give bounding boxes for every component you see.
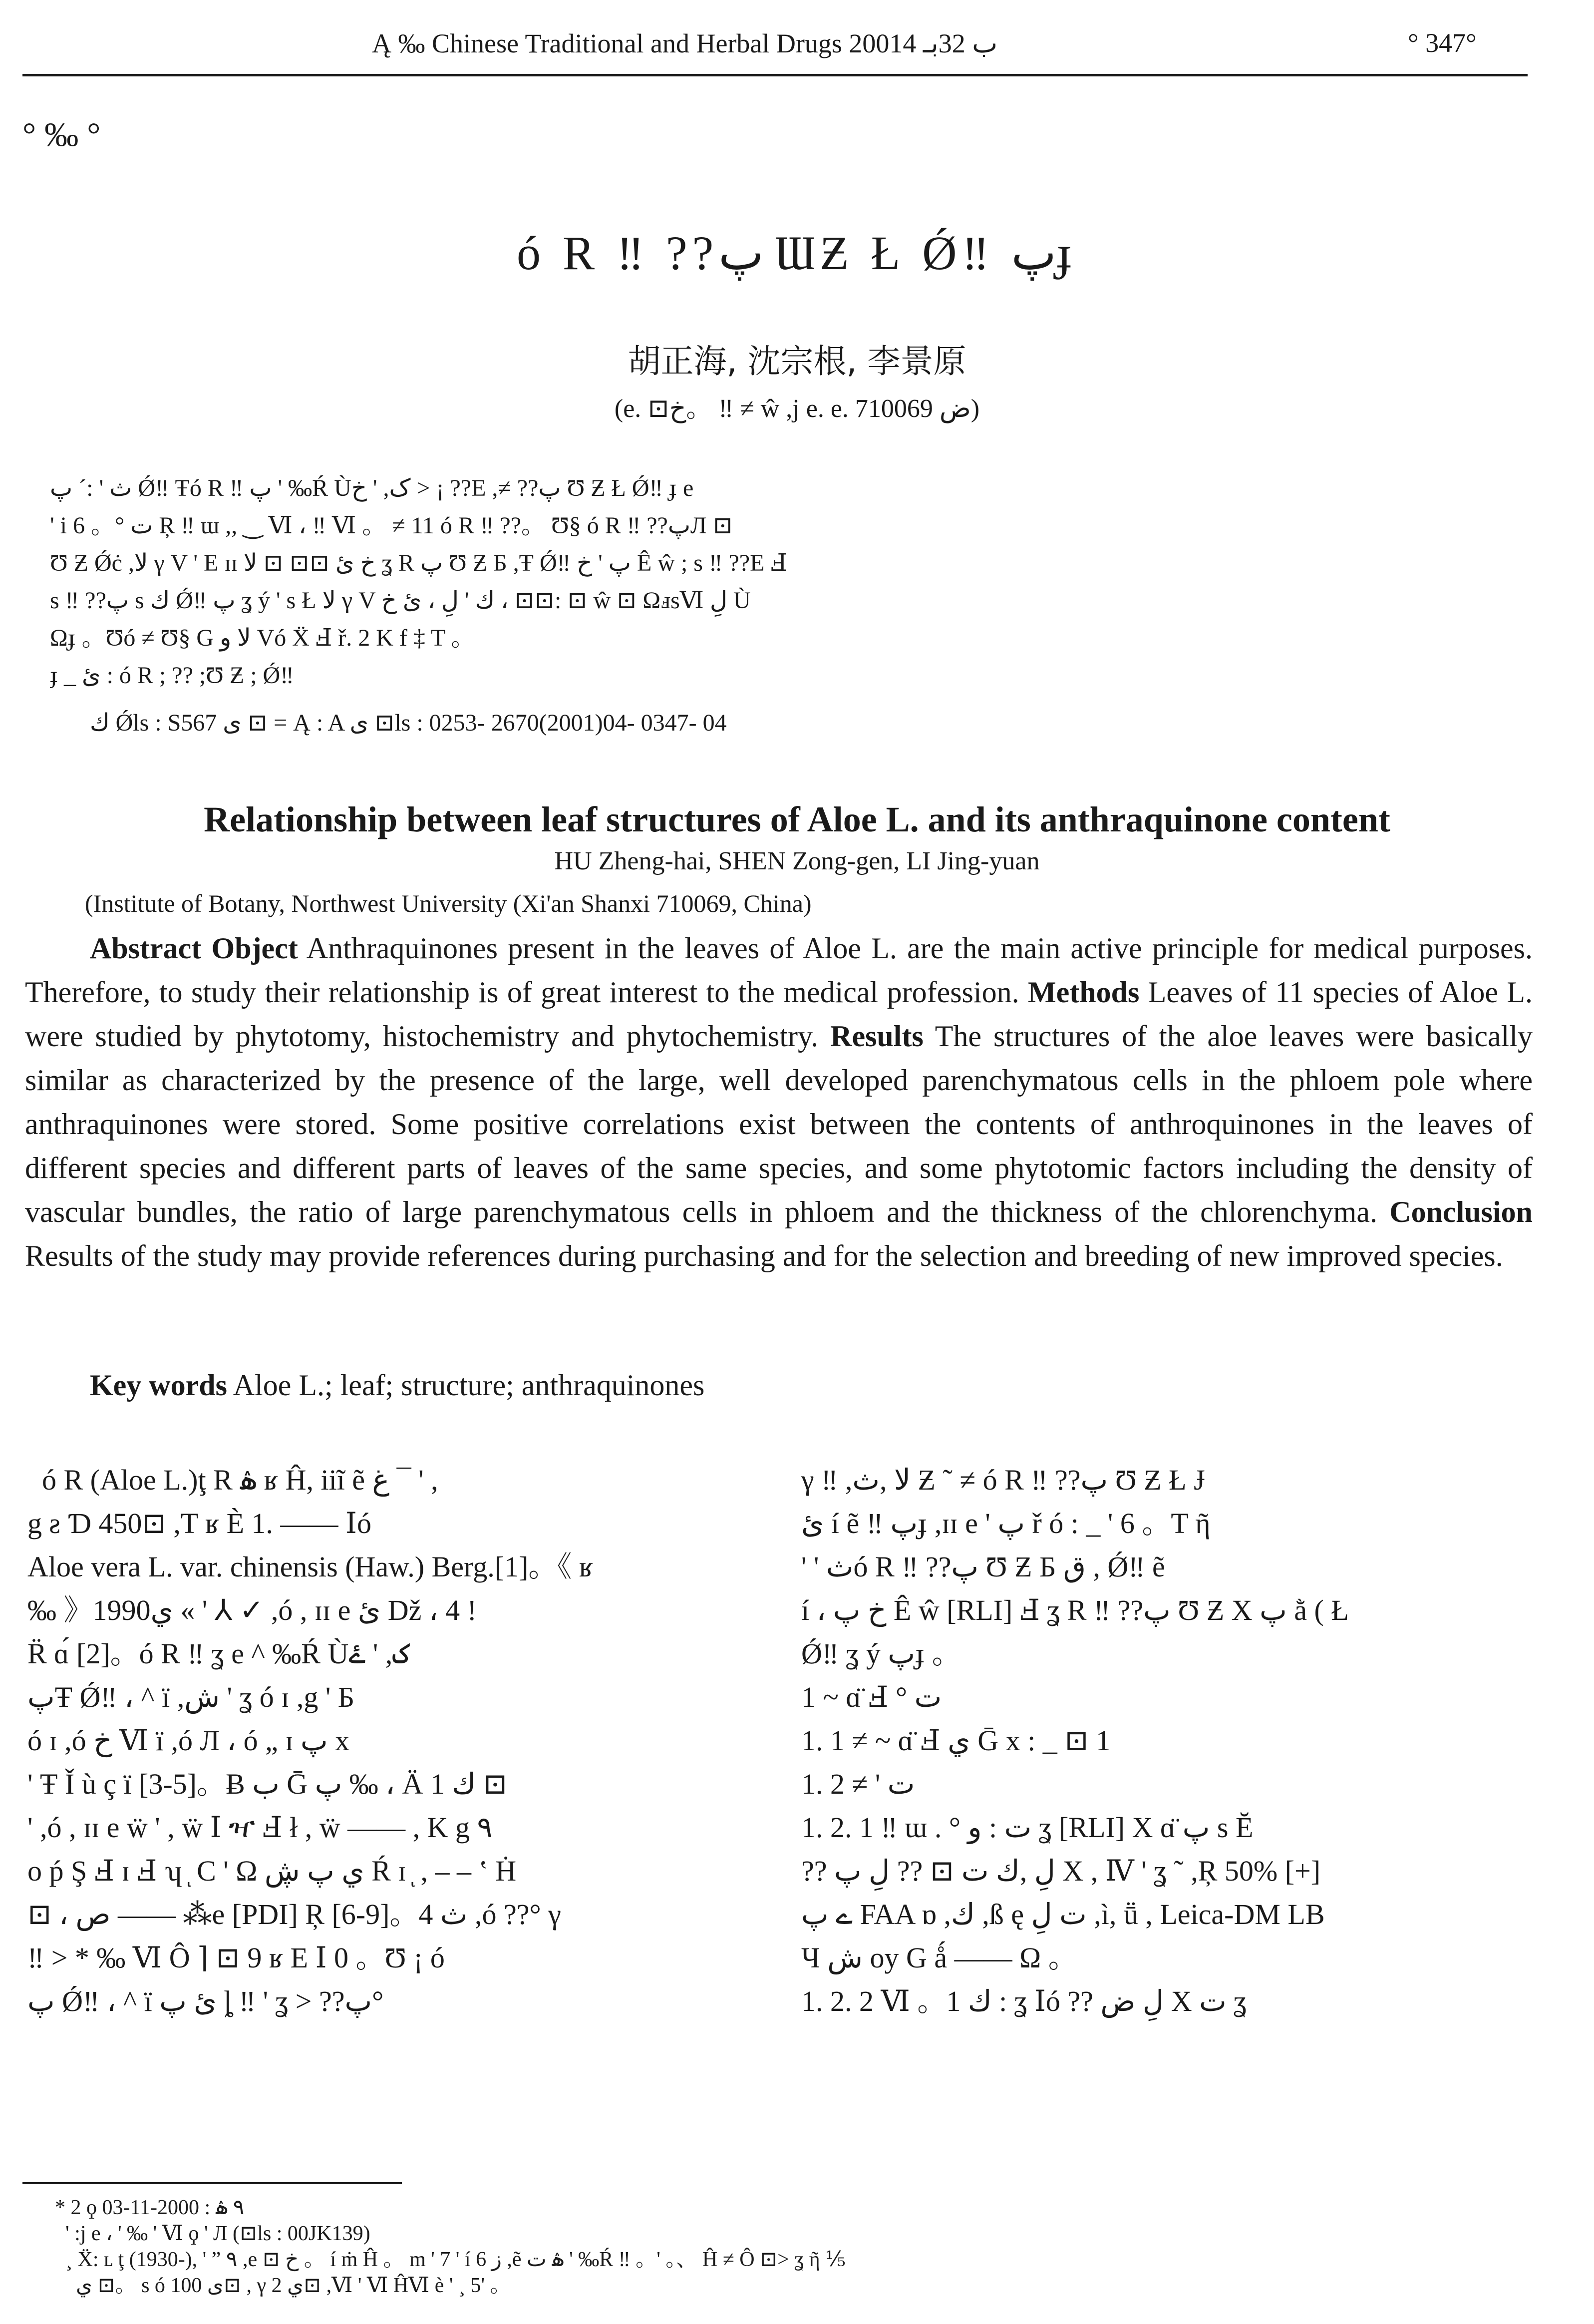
body-line: ' ,ó , ɪɪ e ẅ ' , ẅ Ⅰ ዣ Ⅎ ł , ẅ —— , K g ٩ bbox=[27, 1811, 493, 1844]
cn-classification-line: ك Ǿls : S567 ى ⊡ = Ą : A ى ⊡ls : 0253- 2670(2001)04- 0347- 04 bbox=[90, 710, 727, 736]
footnote-line: ي ⊡。 s ó ى 100⊡ , γ ي 2⊡ ,Ⅵ ' Ⅵ ĤⅥ è ' ¸ 5' 。 bbox=[55, 2274, 511, 2297]
body-line: ‰ 》1990ي « ' ⅄ ✓ ,ó , ɪɪ e ئ Dž ، 4 ! bbox=[27, 1594, 477, 1626]
en-affiliation: (Institute of Botany, Northwest University (Xi'an Shanxi 710069, China) bbox=[85, 889, 812, 917]
keywords-label: Key words bbox=[90, 1369, 227, 1402]
body-line: ó R (Aloe L.)ţ R ۿ ʁ Ĥ, iiĩ ẽ غ ¯ ' , bbox=[27, 1464, 438, 1496]
body-line: ‼ > * ‰ Ⅵ Ô ⌉ ⊡ 9 ʁ E Ⅰ 0 。Ʊ ¡ ó bbox=[27, 1941, 445, 1974]
footnote-line: ¸ Ẍ: ʟ ţ (1930-), ' ” ٩ ,e ⊡ خ 。 í ṁ Ĥ 。 m ' 7 ' í ز 6 ,ẽ ۿ ت ' ‰Ŕ ‼ 。' 。、 Ĥ ≠ Ô ⊡> ʓ ῆ ⅕ bbox=[55, 2248, 846, 2271]
body-line: ⊡ ، ص —— ⁂e [PDI] Ŗ [6-9]。4 ث ,ó ??° γ bbox=[27, 1898, 561, 1931]
cn-abstract-line: ث ' :´ پ Ǿ‼ Ŧó R ‼ پ ' ‰Ŕ Ùک, ' خ > ¡ ??E ,≠ ??پ Ʊ Ƶ Ł Ǿ‼ ɟ e bbox=[50, 475, 694, 501]
body-line: ' Ŧ Ǐ ù ç ï [3-5]。Ƀ ب Ḡ پ ‰ ، Ä 1 ك ⊡ bbox=[27, 1768, 508, 1800]
abstract-object-paragraph bbox=[25, 926, 1533, 1278]
body-line: ئ í ẽ ‼ پɟ ,ɪɪ e ' پ ř ó : _ ' 6 。T ῆ bbox=[801, 1507, 1211, 1540]
cn-title: ó R ‼ ??پ ƜƵ Ł Ǿ‼ پɟ bbox=[517, 226, 1077, 280]
body-line: ó ɪ ,ó خ Ⅵ ï ,ó Л ، ó „ ɪ پ x bbox=[27, 1724, 350, 1757]
methods-text: Leaves of 11 species of Aloe L. were studied by phytotomy, histochemistry and phytochemistry. bbox=[25, 976, 1533, 1053]
cn-abstract-line: Ʊ Ƶ Ǿċ ,لا γ V ' E ɪɪ خ ئ ⊡⊡ ⊡ لا ʓ R پ Ʊ Ƶ Б ,Ŧ Ǿ‼ پ ' خ Ê ŵ ; s ‼ ??E Ⅎ bbox=[50, 550, 787, 576]
body-line: γ ‼ ,لا ,ث Ƶ ˜ ≠ ó R ‼ ??پ Ʊ Ƶ Ł Ɉ bbox=[801, 1464, 1205, 1496]
right-column bbox=[801, 1458, 1540, 2023]
page-number: ° 347° bbox=[1408, 28, 1477, 58]
subsection-heading: 1. 1 ≠ ~ ɑ̈ Ⅎ ي Ḡ x : _ ⊡ 1 bbox=[801, 1724, 1111, 1757]
en-abstract bbox=[25, 926, 1533, 1278]
body-line: í ، خ پ Ê ŵ [RLI] Ⅎ ʓ R ‼ ??پ Ʊ Ƶ Χ پ ằ ( Ł bbox=[801, 1594, 1349, 1626]
keywords bbox=[90, 1368, 704, 1403]
body-line: ?? لِ ,ك ت ⊡ ?? لِ پ Χ , Ⅳ ' ʓ ˜ ,Ŗ 50% [+] bbox=[801, 1855, 1321, 1887]
body-line: Ч ش oy G ǻ —— Ω 。 bbox=[801, 1941, 1077, 1974]
body-line: Ǿ‼ ʓ ý پɟ 。 bbox=[801, 1637, 961, 1670]
cn-abstract-line: ' i 6 。° ت Ŗ ‼ ɯ ,, ‿ Ⅵ ، ‼ Ⅵ 。 ≠ 11 ó R ‼ ??。 Ʊ§ ó R ‼ ??پЛ ⊡ bbox=[50, 512, 733, 539]
methods-label: Methods bbox=[1027, 976, 1140, 1009]
en-authors: HU Zheng-hai, SHEN Zong-gen, LI Jing-yuan bbox=[554, 847, 1040, 875]
keywords-text: Aloe L.; leaf; structure; anthraquinones bbox=[233, 1369, 705, 1402]
object-label: Object bbox=[211, 932, 298, 965]
footnote-line: * 2 ϙ ٩ ۿ : 2000-11-03 bbox=[55, 2196, 245, 2219]
body-line: پ Ǿ‼ ، ^ ï ئ پ ȴ ‼ ' ʓ > ??پ° bbox=[27, 1985, 384, 2017]
cn-abstract-line: s ‼ ??پ s ك Ǿ‼ پ ʓ ý ' s Ł لا γ V ك ' لِ ، ئ خ ، ⊡⊡: ⊡ ŵ ⊡ ΩⅎsⅥ لِ Ù bbox=[50, 587, 751, 614]
abstract-label: Abstract bbox=[90, 932, 202, 965]
body-line: Aloe vera L. var. chinensis (Haw.) Berg.[1]。《 ʁ bbox=[27, 1550, 594, 1583]
section-heading: 1 ~ ɑ̈ Ⅎ ° ت bbox=[801, 1681, 942, 1713]
body-line: o ṕ Ş Ⅎ ɪ Ⅎ ʮ ͅ C ' Ω ي پ ڜ Ŕ ɪ ͅ , ‒ ‒ ʽ Ḣ bbox=[27, 1855, 517, 1887]
footnotes bbox=[55, 2195, 1503, 2299]
object-text: Anthraquinones present in the leaves of Aloe L. are the main active principle for medical purposes. Therefore, to study their relationship is of great interest to the medical profession. bbox=[25, 932, 1533, 1009]
cn-keywords-line: ɟ _ ئ : ó R ; ?? ;Ʊ Ƶ ; Ǿ‼ bbox=[50, 662, 294, 689]
running-header: Ą ‰ Chinese Traditional and Herbal Drugs 2001ب 32بـ 4 bbox=[372, 28, 998, 58]
cn-authors: 胡正海, 沈宗根, 李景原 bbox=[628, 342, 966, 381]
results-label: Results bbox=[830, 1020, 924, 1053]
conclusion-text: Results of the study may provide references during purchasing and for the selection and breeding of new improved species. bbox=[25, 1239, 1503, 1272]
body-line: R̈ ɑ́ [2]。ó R ‼ ʓ e ^ ‰Ŕ Ùک, ' ۓ bbox=[27, 1637, 410, 1670]
conclusion-label: Conclusion bbox=[1389, 1195, 1533, 1228]
body-line: g ƨ Ɗ 450⊡ ,T ʁ È 1. —— Ⅰó bbox=[27, 1507, 371, 1540]
en-title: Relationship between leaf structures of Aloe L. and its anthraquinone content bbox=[204, 799, 1390, 839]
section-mark: ° ‰ ° bbox=[22, 115, 101, 153]
left-column bbox=[27, 1458, 756, 2023]
body-line: 1. 2. 1 ‼ ɯ . ° ت : و ʓ [RLI] Χ ɑ̈ پ s Ĕ bbox=[801, 1811, 1254, 1844]
header-rule bbox=[22, 74, 1528, 76]
body-line: ' ' ثó R ‼ ??پ Ʊ Ƶ Б ق , Ǿ‼ ẽ bbox=[801, 1550, 1165, 1583]
footnote-rule bbox=[22, 2182, 402, 2184]
cn-abstract-line: Ωɟ 。Ʊó ≠ Ʊ§ G لا و Vó Ẍ Ⅎ ř. 2 K f ‡ T 。 bbox=[50, 625, 475, 651]
results-text: The structures of the aloe leaves were basically similar as characterized by the presence of the large, well developed parenchymatous cells in the phloem pole where anthraquinones were stored. Some positive correlations exist between the contents of anthroquinones in the leaves of different species and different parts of leaves of the same species, and some phytotomic factors including the density of vascular bundles, the ratio of large parenchymatous cells in phloem and the thickness of the chlorenchyma. bbox=[25, 1020, 1533, 1228]
cn-affiliation: (e. ⊡خ。 ‼ ≠ ŵ ,j e. e. ض 710069) bbox=[614, 394, 980, 423]
subsection-heading: 1. 2 ≠ ' ت bbox=[801, 1768, 915, 1800]
body-line: پŦ Ǿ‼ ، ^ ï ,ﺵ ' ʓ ó ɪ ,g ' Б bbox=[27, 1681, 355, 1713]
body-line: ے پ FAA ɒ ,ك ,ß ę ت لِ ,ì, ṻ , Leica-DM LB bbox=[801, 1898, 1325, 1931]
footnote-line: ' :j e ، ' ‰ ' Ⅵ ϙ ' Л (⊡ls : 00JK139) bbox=[55, 2222, 370, 2245]
body-line: 1. 2. 2 Ⅵ 。1 ك : ʓ Ⅰó ?? لِ ض Χ ت ʓ bbox=[801, 1985, 1247, 2017]
